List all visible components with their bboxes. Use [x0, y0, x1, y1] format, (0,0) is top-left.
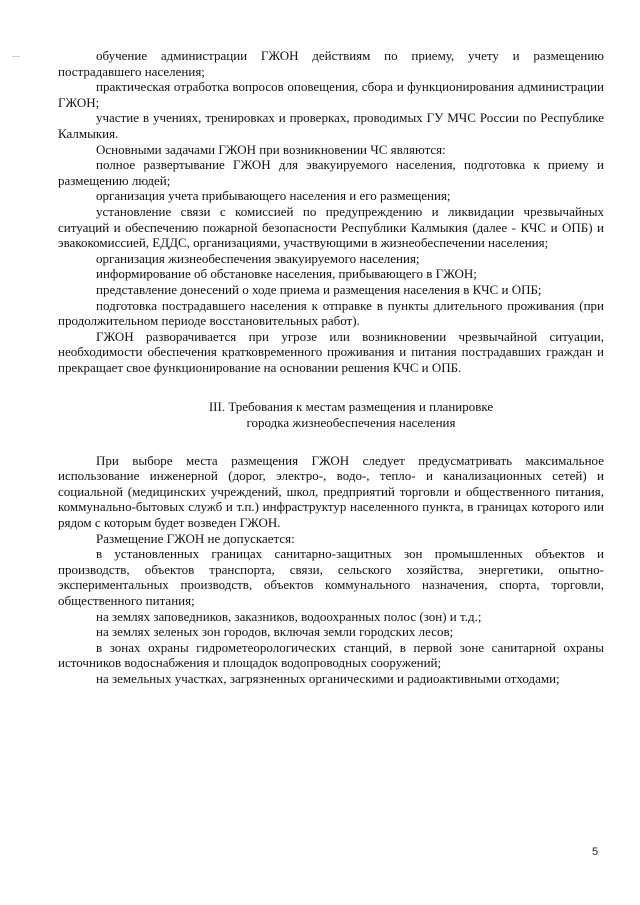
paragraph: полное развертывание ГЖОН для эвакуируемого населения, подготовка к приему и размещению людей; [58, 157, 604, 188]
paragraphs-bottom [58, 453, 604, 687]
paragraph: на земельных участках, загрязненных органическими и радиоактивными отходами; [96, 670, 560, 686]
paragraph: участие в учениях, тренировках и проверках, проводимых ГУ МЧС России по Республике Калмыкия. [58, 110, 604, 141]
paragraph: в зонах охраны гидрометеорологических станций, в первой зоне санитарной охраны источников водоснабжения и площадок водопроводных сооружений; [58, 639, 604, 671]
paragraph: Основными задачами ГЖОН при возникновении ЧС являются: [96, 141, 446, 157]
paragraph: на землях заповедников, заказников, водоохранных полос (зон) и т.д.; [96, 608, 482, 624]
paragraph: ГЖОН разворачивается при угрозе или возникновении чрезвычайной ситуации, необходимости обеспечения кратковременного проживания и питания пострадавших граждан и прекращает свое функционирование на основании решения КЧС и ОПБ. [58, 328, 604, 375]
paragraph: информирование об обстановке населения, прибывающего в ГЖОН; [96, 266, 477, 282]
paragraph: в установленных границах санитарно-защитных зон промышленных объектов и производств, объектов транспорта, связи, сельского хозяйства, энергетики, опытно-экспериментальных производств, объектов коммунального назначения, спорта, торговли, общественного питания; [58, 546, 604, 608]
paragraph: установление связи с комиссией по предупреждению и ликвидации чрезвычайных ситуаций и обеспечению пожарной безопасности Республики Калмыкия (далее - КЧС и ОПБ) и эвакокомиссией, ЕДДС, организациями, участвующими в жизнеобеспечении населения; [58, 203, 604, 251]
margin-mark [12, 56, 20, 57]
paragraph: на землях зеленых зон городов, включая земли городских лесов; [96, 624, 454, 640]
paragraph: организация учета прибывающего населения и его размещения; [96, 188, 451, 204]
section-heading-line-1: III. Требования к местам размещения и планировке [208, 399, 494, 415]
paragraphs-top [58, 48, 604, 375]
document-body [58, 48, 604, 687]
paragraph: При выборе места размещения ГЖОН следует предусматривать максимальное использование инженерной (дорог, электро-, водо-, тепло- и канализационных сетей) и социальной (медицинских учреждений, школ, предприятий торговли и общественного питания, коммунально-бытовых служб и т.п.) инфраструктур населенного пункта, в границах которого или рядом с которым будет возведен ГЖОН. [58, 452, 604, 531]
paragraph: представление донесений о ходе приема и размещения населения в КЧС и ОПБ; [96, 281, 542, 297]
section-heading [58, 399, 604, 430]
paragraph: обучение администрации ГЖОН действиям по приему, учету и размещению пострадавшего населения; [58, 48, 604, 79]
page-number: 5 [592, 846, 599, 858]
section-heading-line-2: городка жизнеобеспечения населения [246, 415, 456, 431]
paragraph: Размещение ГЖОН не допускается: [96, 530, 295, 546]
paragraph: организация жизнеобеспечения эвакуируемого населения; [96, 250, 420, 266]
paragraph: практическая отработка вопросов оповещения, сбора и функционирования администрации ГЖОН; [58, 79, 604, 110]
paragraph: подготовка пострадавшего населения к отправке в пункты длительного проживания (при продолжительном периоде восстановительных работ). [58, 297, 604, 329]
